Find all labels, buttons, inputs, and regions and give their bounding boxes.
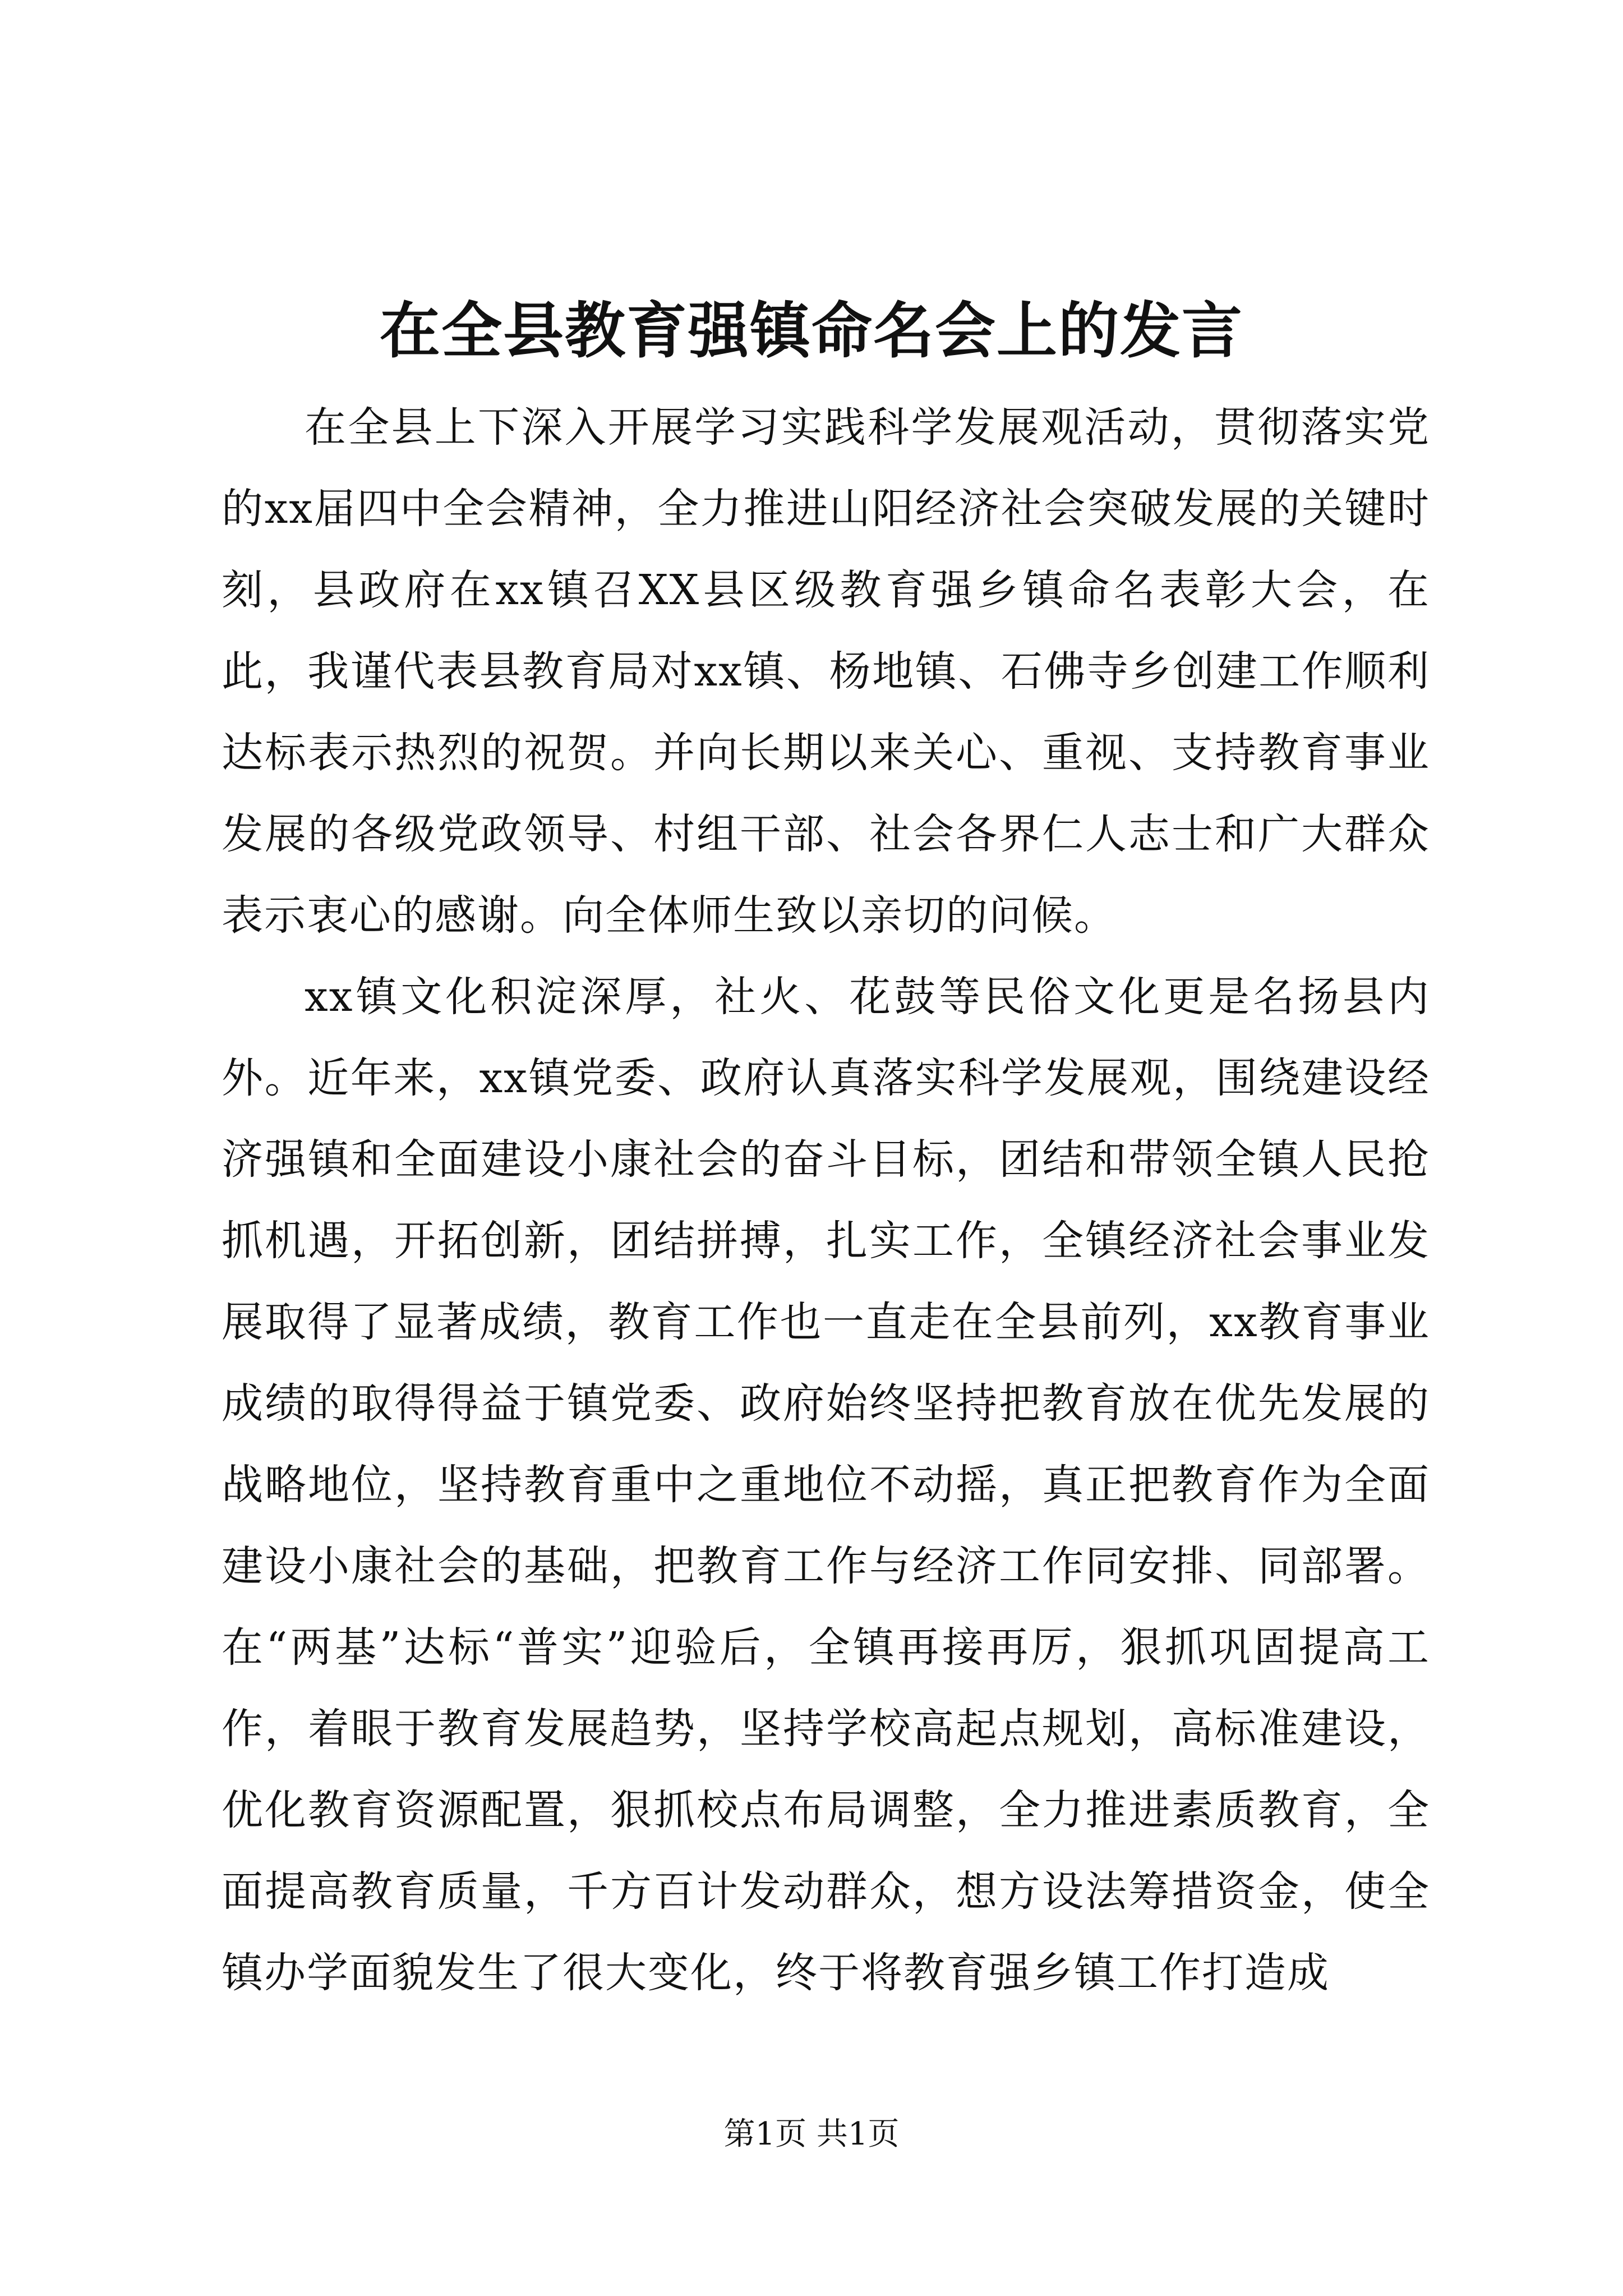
- page-footer: 第1页 共1页: [723, 2116, 900, 2152]
- document-title: 在全县教育强镇命名会上的发言: [379, 296, 1243, 366]
- document-body: [222, 387, 1430, 2014]
- paragraph-2: xx镇文化积淀深厚，社火、花鼓等民俗文化更是名扬县内外。近年来，xx镇党委、政府认真落实科学发展观，围绕建设经济强镇和全面建设小康社会的奋斗目标，团结和带领全镇人民抢抓机遇，开拓创新，团结拼搏，扎实工作，全镇经济社会事业发展取得了显著成绩，教育工作也一直走在全县前列，xx教育事业成绩的取得得益于镇党委、政府始终坚持把教育放在优先发展的战略地位，坚持教育重中之重地位不动摇，真正把教育作为全面建设小康社会的基础，把教育工作与经济工作同安排、同部署。在“两基”达标“普实”迎验后，全镇再接再厉，狠抓巩固提高工作，着眼于教育发展趋势，坚持学校高起点规划，高标准建设，优化教育资源配置，狠抓校点布局调整，全力推进素质教育，全面提高教育质量，千方百计发动群众，想方设法筹措资金，使全镇办学面貌发生了很大变化，终于将教育强乡镇工作打造成: [222, 973, 1430, 1997]
- paragraph-1: 在全县上下深入开展学习实践科学发展观活动，贯彻落实党的xx届四中全会精神，全力推进山阳经济社会突破发展的关键时刻，县政府在xx镇召XX县区级教育强乡镇命名表彰大会，在此，我谨代表县教育局对xx镇、杨地镇、石佛寺乡创建工作顺利达标表示热烈的祝贺。并向长期以来关心、重视、支持教育事业发展的各级党政领导、村组干部、社会各界仁人志士和广大群众表示衷心的感谢。向全体师生致以亲切的问候。: [222, 403, 1430, 940]
